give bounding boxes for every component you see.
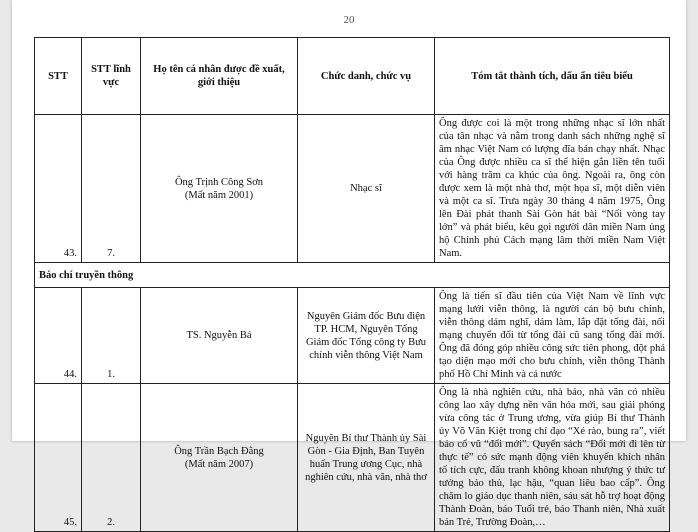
cell-name	[141, 115, 298, 263]
nominee-name: TS. Nguyễn Bá	[186, 330, 252, 341]
cell-name	[141, 288, 298, 384]
cell-summary	[435, 288, 670, 384]
cell-name	[141, 384, 298, 532]
nominee-name: Ông Trịnh Công Sơn	[174, 176, 264, 188]
cell-linh-vuc: 2.	[82, 384, 141, 532]
table-row	[35, 115, 670, 263]
summary-text: Ông được coi là một trong những nhạc sĩ lớn nhất của tân nhạc và nằm trong danh sách những nghệ sĩ âm nhạc Việt Nam có lượng đĩa bán chạy nhất. Nhạc của Ông được nhiều ca sĩ thể hiện gắn liền tên tuổi với hàng trăm ca khúc của ông. Ngoài ra, ông còn được xem là một nhà thơ, một họa sĩ, một diễn viên và một ca sĩ. Trưa ngày 30 tháng 4 năm 1975, Ông lên Đài phát thanh Sài Gòn hát bài “Nối vòng tay lớn” và phát biểu, kêu gọi người dân miền Nam ủng hộ Chính phủ Cách mạng lâm thời miền Nam Việt Nam.	[439, 118, 665, 259]
header-summary: Tóm tắt thành tích, dấu ấn tiêu biểu	[435, 38, 670, 115]
header-stt-linh-vuc: STT lĩnh vực	[82, 38, 141, 115]
cell-linh-vuc: 1.	[82, 288, 141, 384]
table-header-row	[35, 38, 670, 115]
summary-text: Ông là nhà nghiên cứu, nhà báo, nhà văn có nhiều công lao xây dựng nền văn hóa mới, sau giải phóng vừa công tác ở Trung ương, vừa giúp Bí thư Thành ủy Võ Văn Kiệt trong chỉ đạo “Xé rào, bung ra”, viết báo cổ vũ “đổi mới”. Quyển sách “Đổi mới đi lên từ thực tế” có sức mạnh động viên khuyến khích nhân tố tích cực, đấu tranh không khoan nhượng ý thức tư tưởng bảo thủ, lạc hậu, “quan liêu bao cấp”. Ông chăm lo giáo dục thanh niên, sáu sát hỗ trợ hoạt động Thành Đoàn, báo Tuổi trẻ, báo Thanh niên, Nhà xuất bản Trẻ, Trường Đoàn,…	[439, 387, 665, 528]
section-title: Báo chí truyền thông	[35, 263, 670, 288]
cell-linh-vuc: 7.	[82, 115, 141, 263]
cell-stt: 45.	[35, 384, 82, 532]
header-stt: STT	[35, 38, 82, 115]
table-row	[35, 384, 670, 532]
cell-summary	[435, 384, 670, 532]
nominee-table	[34, 37, 670, 532]
page-number: 20	[343, 14, 355, 26]
document-page	[12, 0, 686, 528]
table-row	[35, 288, 670, 384]
cell-title: Nguyên Bí thư Thành ủy Sài Gòn - Gia Định, Ban Tuyên huấn Trung ương Cục, nhà nghiên cứu, nhà văn, nhà thơ	[298, 384, 435, 532]
cell-title: Nguyên Giám đốc Bưu điện TP. HCM, Nguyên Tổng Giám đốc Tổng công ty Bưu chính viễn thông Việt Nam	[298, 288, 435, 384]
nominee-years: (Mất năm 2007)	[184, 458, 254, 470]
header-title: Chức danh, chức vụ	[298, 38, 435, 115]
cell-summary	[435, 115, 670, 263]
header-name: Họ tên cá nhân được đề xuất, giới thiệu	[141, 38, 298, 115]
nominee-name: Ông Trần Bạch Đằng	[174, 445, 264, 457]
summary-text: Ông là tiến sĩ đầu tiên của Việt Nam về lĩnh vực mạng lưới viễn thông, là người cán bộ bưu chính, viễn thông dám nghĩ, dám làm, lắp đặt tổng đài, nối mạng chuyển đổi từ tổng đài cũ sang tổng đài mới. Ông đã đóng góp nhiều công sức tiên phong, đột phá tạo diện mạo mới cho bưu chính, viễn thông Thành phố Hồ Chí Minh và cả nước	[439, 291, 665, 380]
cell-stt: 43.	[35, 115, 82, 263]
nominee-years: (Mất năm 2001)	[184, 189, 254, 201]
cell-stt: 44.	[35, 288, 82, 384]
cell-title: Nhạc sĩ	[298, 115, 435, 263]
section-row	[35, 263, 670, 288]
